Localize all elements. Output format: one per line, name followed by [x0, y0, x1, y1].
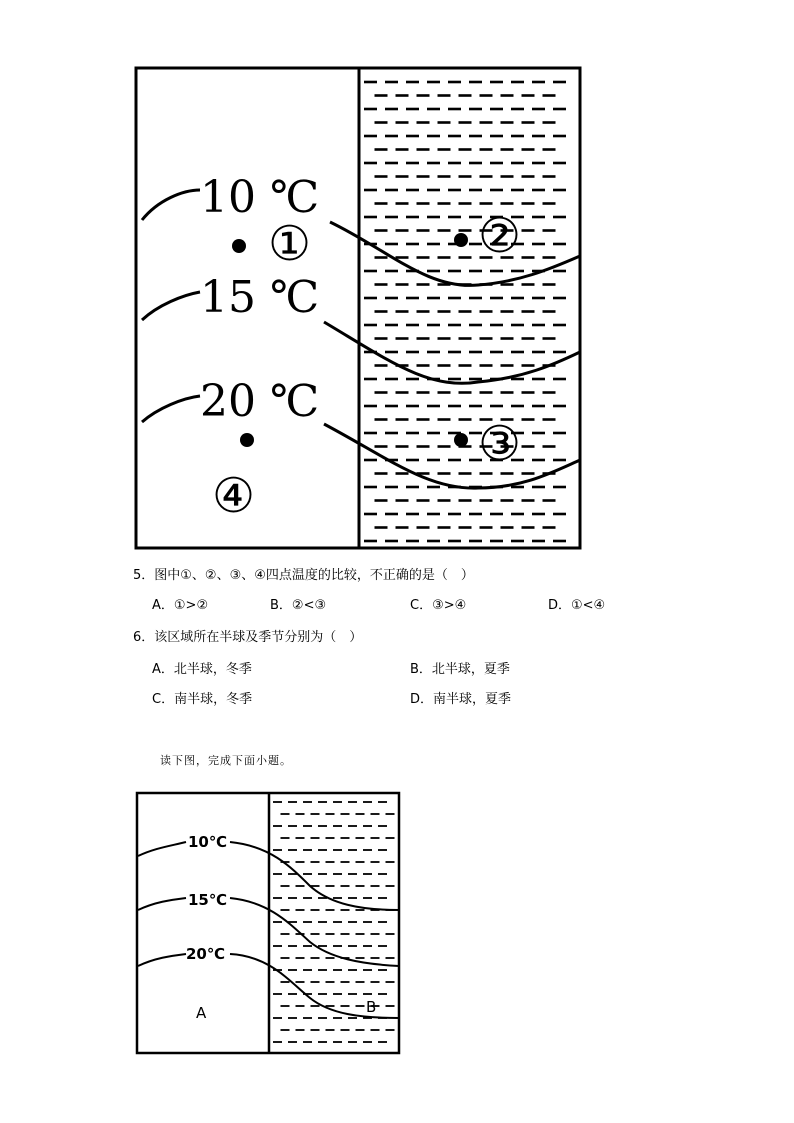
- point-2-dot: [454, 233, 468, 247]
- point-2-label: ②: [478, 208, 522, 264]
- point-4-dot: [240, 433, 254, 447]
- land-label-a: A: [196, 1004, 207, 1022]
- q5-option-b[interactable]: B．②<③: [270, 598, 327, 613]
- isotherm-label-20-small: 20℃: [186, 945, 226, 963]
- q5-option-c[interactable]: C．③>④: [410, 598, 467, 613]
- q6-option-d[interactable]: D．南半球，夏季: [410, 692, 512, 707]
- isotherm-label-15-small: 15℃: [188, 891, 228, 909]
- point-3-label: ③: [478, 416, 522, 472]
- figure-2-intro: 读下图，完成下面小题。: [160, 754, 292, 767]
- isotherm-10: [142, 190, 200, 220]
- figure-2-isotherm-map: [130, 786, 406, 1060]
- sea-label-b: B: [366, 998, 377, 1016]
- q5-option-d[interactable]: D．①<④: [548, 598, 606, 613]
- isotherm-label-20: 20 ℃: [200, 376, 320, 427]
- point-1-dot: [232, 239, 246, 253]
- isotherm-15-small: [138, 898, 186, 910]
- isotherm-10-small-sea: [230, 842, 399, 910]
- point-4-label: ④: [212, 468, 256, 524]
- isotherm-20: [142, 396, 200, 422]
- point-3-dot: [454, 433, 468, 447]
- q6-option-c[interactable]: C．南半球，冬季: [152, 692, 253, 707]
- figure-1-isotherm-map: [128, 60, 588, 554]
- isotherm-10-small: [138, 842, 186, 856]
- q6-option-b[interactable]: B．北半球，夏季: [410, 662, 510, 677]
- sea-hatching: [364, 82, 566, 541]
- question-6-stem: 6．该区域所在半球及季节分别为（ ）: [133, 630, 363, 645]
- q6-option-a[interactable]: A．北半球，冬季: [152, 662, 252, 677]
- isotherm-label-15: 15 ℃: [200, 272, 320, 323]
- isotherm-15: [142, 292, 200, 320]
- isotherm-20-small: [138, 954, 186, 966]
- isotherm-label-10-small: 10℃: [188, 833, 228, 851]
- q5-option-a[interactable]: A．①>②: [152, 598, 209, 613]
- isotherm-label-10: 10 ℃: [200, 172, 320, 223]
- point-1-label: ①: [268, 216, 312, 272]
- question-5-stem: 5．图中①、②、③、④四点温度的比较，不正确的是（ ）: [133, 568, 474, 583]
